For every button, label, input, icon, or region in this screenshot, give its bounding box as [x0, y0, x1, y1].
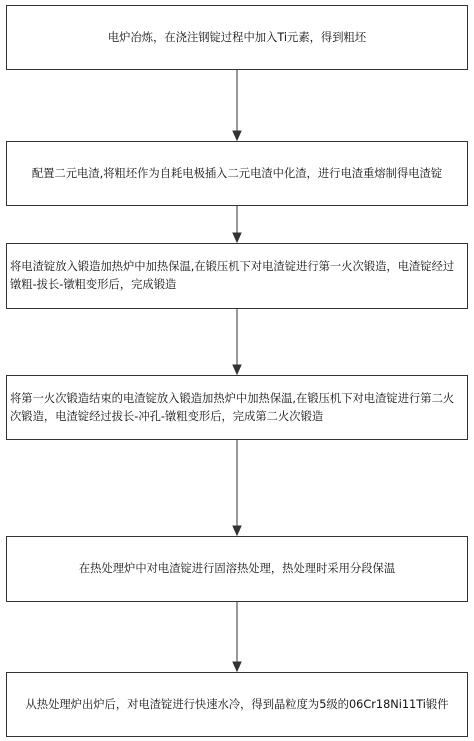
arrow-3-head: [233, 365, 241, 374]
step-4-text: 将第一火次锻造结束的电渣锭放入锻造加热炉中加热保温,在锻压机下对电渣锭进行第二火次锻造，电渣锭经过拔长-冲孔-镦粗变形后，完成第二火次锻造: [10, 391, 455, 423]
arrow-1-head: [233, 131, 241, 140]
step-2-text: 配置二元电渣,将粗坯作为自耗电极插入二元电渣中化渣，进行电渣重熔制得电渣锭: [31, 166, 443, 180]
step-5-box: [6, 536, 468, 602]
step-3-text: 将电渣锭放入锻造加热炉中加热保温,在锻压机下对电渣锭进行第一火次锻造，电渣锭经过镦粗-拔长-镦粗变形后，完成锻造: [10, 260, 455, 291]
step-1-text: 电炉冶炼，在浇注钢锭过程中加入Ti元素，得到粗坯: [107, 30, 367, 44]
step-6-box: [6, 672, 468, 737]
arrow-5-head: [233, 662, 241, 671]
step-5-text: 在热处理炉中对电渣锭进行固溶热处理，热处理时采用分段保温: [78, 562, 396, 575]
arrow-2-head: [233, 233, 241, 242]
step-3-box: [6, 243, 468, 309]
step-2-box: [6, 141, 468, 206]
arrow-4-head: [233, 526, 241, 535]
step-1-box: [6, 5, 468, 70]
step-6-text: 从热处理炉出炉后，对电渣锭进行快速水冷，得到晶粒度为5级的06Cr18Ni11Ti锻件: [25, 697, 449, 711]
step-4-box: [6, 375, 468, 440]
